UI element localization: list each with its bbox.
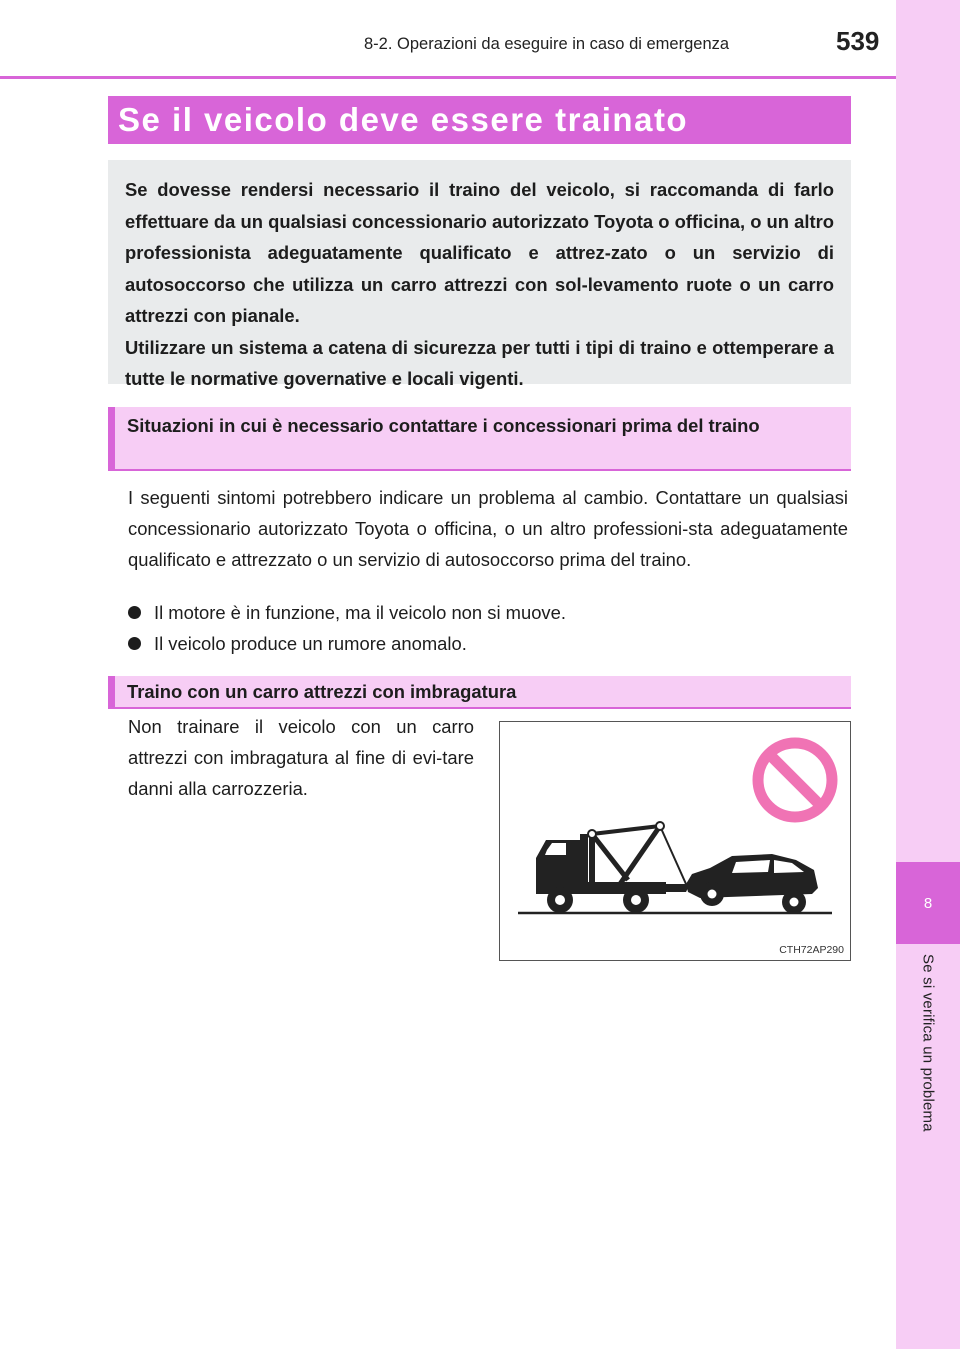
prohibition-icon <box>758 743 832 817</box>
towing-illustration-svg <box>500 722 850 960</box>
intro-paragraph-1: Se dovesse rendersi necessario il traino del veicolo, si raccomanda di farlo effettuare da un qualsiasi concessionario autorizzato Toyota o officina, o un altro professionista adeguatamente qualificato e attrez-zato o un servizio di autosoccorso che utilizza un carro attrezzi con sol-levamento ruote o un carro attrezzi con pianale. <box>125 179 834 326</box>
page-title: Se il veicolo deve essere trainato <box>108 96 851 144</box>
section-heading-contact-dealer: Situazioni in cui è necessario contattare i concessionari prima del traino <box>108 407 851 471</box>
car-icon <box>686 854 818 914</box>
bullet-icon <box>128 637 141 650</box>
list-item <box>128 597 566 628</box>
chapter-side-tab <box>896 0 960 1349</box>
chapter-title-vertical <box>896 954 960 1164</box>
chapter-title: Se si verifica un problema <box>919 954 937 1132</box>
tow-truck-icon <box>536 822 690 913</box>
list-item <box>128 628 467 659</box>
section-paragraph-sling-tow: Non trainare il veicolo con un carro attrezzi con imbragatura al fine di evi-tare danni alla carrozzeria. <box>128 716 474 799</box>
towing-illustration <box>499 721 851 961</box>
figure-code: CTH72AP290 <box>779 944 844 956</box>
list-item-text: Il veicolo produce un rumore anomalo. <box>154 633 467 654</box>
running-header: 8-2. Operazioni da eseguire in caso di emergenza <box>364 35 730 53</box>
chapter-number: 8 <box>896 862 960 944</box>
section-heading-sling-tow: Traino con un carro attrezzi con imbragatura <box>108 676 851 709</box>
list-item-text: Il motore è in funzione, ma il veicolo non si muove. <box>154 602 566 623</box>
intro-box <box>108 160 851 389</box>
page-number: 539 <box>836 26 880 56</box>
intro-paragraph-2: Utilizzare un sistema a catena di sicurezza per tutti i tipi di traino e ottemperare a tutte le normative governative e locali vigenti. <box>125 336 834 389</box>
bullet-icon <box>128 606 141 619</box>
header-divider <box>0 76 896 79</box>
section-paragraph-symptoms: I seguenti sintomi potrebbero indicare un problema al cambio. Contattare un qualsiasi concessionario autorizzato Toyota o officina, o un altro professioni-sta adeguatamente qualificato e attrezzato o un servizio di autosoccorso prima del traino. <box>128 487 848 570</box>
